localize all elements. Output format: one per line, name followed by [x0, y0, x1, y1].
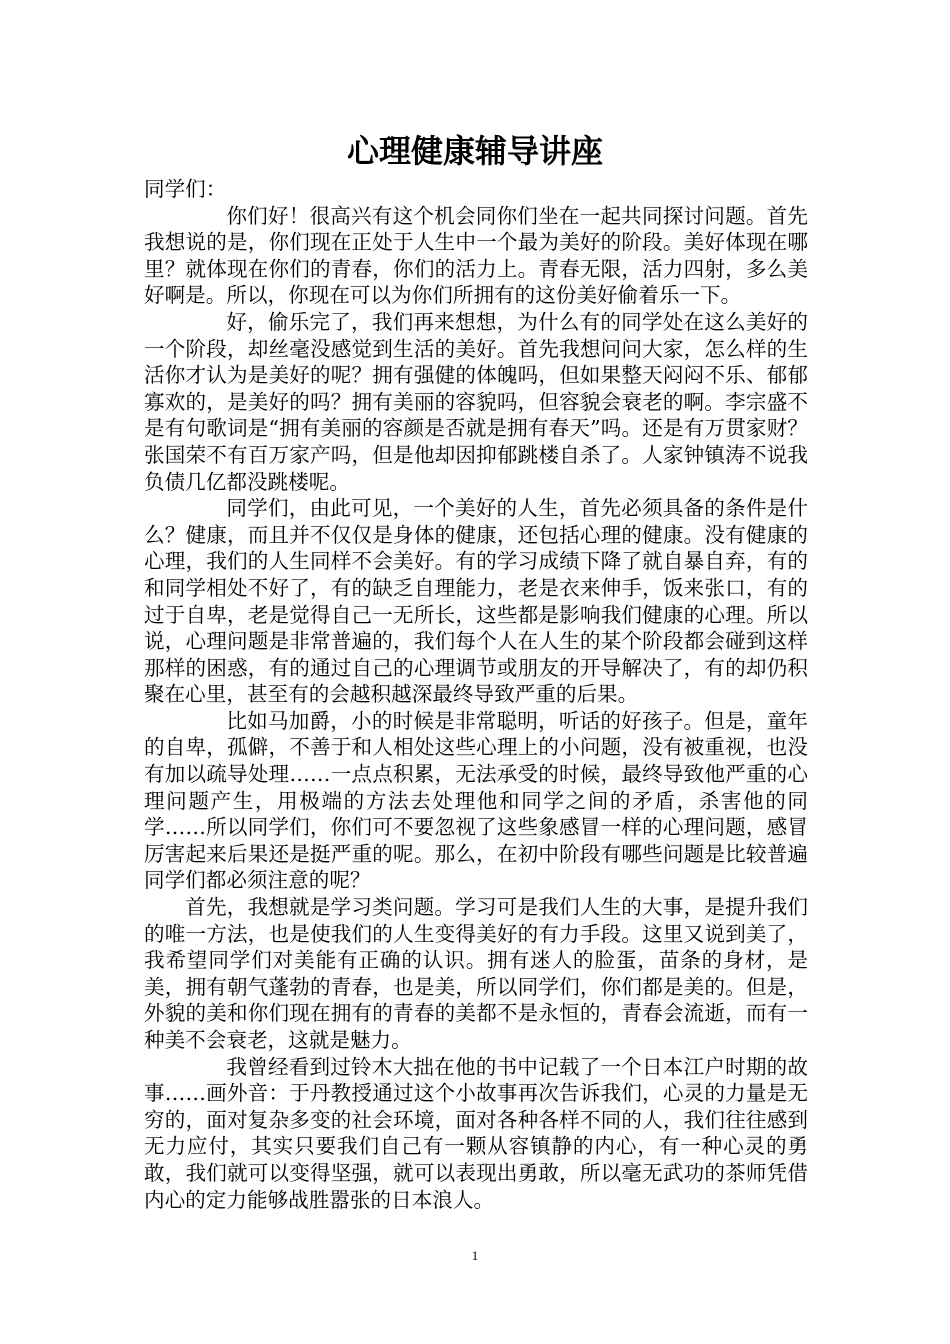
paragraph-4: 比如马加爵，小的时候是非常聪明，听话的好孩子。但是，童年的自卑，孤僻，不善于和人相处这些心理上的小问题，没有被重视，也没有加以疏导处理……一点点积累，无法承受的时候，最终导致他严重的心理问题产生，用极端的方法去处理他和同学之间的矛盾，杀害他的同学……所以同学们，你们可不要忽视了这些象感冒一样的心理问题，感冒厉害起来后果还是挺严重的呢。那么，在初中阶段有哪些问题是比较普遍同学们都必须注意的呢？	[144, 708, 808, 893]
page-number: 1	[471, 1248, 479, 1263]
paragraph-3: 同学们，由此可见，一个美好的人生，首先必须具备的条件是什么？健康，而且并不仅仅是身体的健康，还包括心理的健康。没有健康的心理，我们的人生同样不会美好。有的学习成绩下降了就自暴自弃，有的和同学相处不好了，有的缺乏自理能力，老是衣来伸手，饭来张口，有的过于自卑，老是觉得自己一无所长，这些都是影响我们健康的心理。所以说，心理问题是非常普遍的，我们每个人在人生的某个阶段都会碰到这样那样的困惑，有的通过自己的心理调节或朋友的开导解决了，有的却仍积聚在心里，甚至有的会越积越深最终导致严重的后果。	[144, 496, 808, 707]
paragraph-6: 我曾经看到过铃木大拙在他的书中记载了一个日本江户时期的故事……画外音：于丹教授通过这个小故事再次告诉我们，心灵的力量是无穷的，面对复杂多变的社会环境，面对各种各样不同的人，我们往往感到无力应付，其实只要我们自己有一颗从容镇静的内心，有一种心灵的勇敢，我们就可以变得坚强，就可以表现出勇敢，所以毫无武功的茶师凭借内心的定力能够战胜嚣张的日本浪人。	[144, 1054, 808, 1212]
document-title: 心理健康辅导讲座	[346, 132, 603, 170]
paragraph-2: 好，偷乐完了，我们再来想想，为什么有的同学处在这么美好的一个阶段，却丝毫没感觉到生活的美好。首先我想问问大家，怎么样的生活你才认为是美好的呢？拥有强健的体魄吗，但如果整天闷闷不乐、郁郁寡欢的，是美好的吗？拥有美丽的容貌吗，但容貌会衰老的啊。李宗盛不是有句歌词是“拥有美丽的容颜是否就是拥有春天”吗。还是有万贯家财？张国荣不有百万家产吗，但是他却因抑郁跳楼自杀了。人家钟镇涛不说我负债几亿都没跳楼呢。	[144, 309, 808, 494]
paragraph-5: 首先，我想就是学习类问题。学习可是我们人生的大事，是提升我们的唯一方法，也是使我们的人生变得美好的有力手段。这里又说到美了，我希望同学们对美能有正确的认识。拥有迷人的脸蛋，苗条的身材，是美，拥有朝气蓬勃的青春，也是美，所以同学们，你们都是美的。但是，外貌的美和你们现在拥有的青春的美都不是永恒的，青春会流逝，而有一种美不会衰老，这就是魅力。	[144, 895, 808, 1052]
paragraph-1: 你们好！很高兴有这个机会同你们坐在一起共同探讨问题。首先我想说的是，你们现在正处于人生中一个最为美好的阶段。美好体现在哪里？就体现在你们的青春，你们的活力上。青春无限，活力四射，多么美好啊是。所以，你现在可以为你们所拥有的这份美好偷着乐一下。	[144, 203, 808, 308]
salutation: 同学们：	[144, 177, 227, 201]
document-body	[144, 176, 808, 1213]
